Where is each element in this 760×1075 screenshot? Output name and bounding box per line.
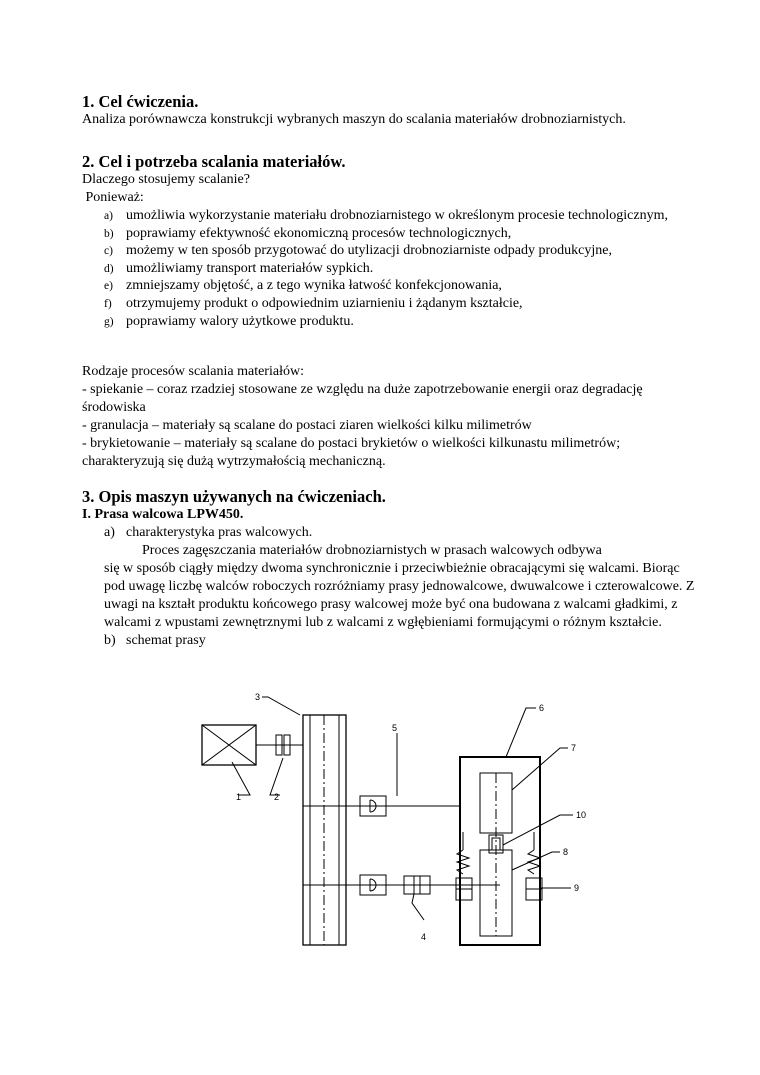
section-1-text: Analiza porównawcza konstrukcji wybranych maszyn do scalania materiałów drobnoziarnistych. [82, 112, 626, 127]
list-item: c) możemy w ten sposób przygotować do utylizacji drobnoziarniste odpady produkcyjne, [104, 243, 612, 259]
list-item: f) otrzymujemy produkt o odpowiednim uziarnieniu i żądanym kształcie, [104, 295, 523, 311]
list-item: b) poprawiamy efektywność ekonomiczną procesów technologicznych, [104, 225, 512, 241]
lower-shaft [346, 875, 500, 895]
label-5: 5 [392, 723, 398, 733]
gear-column [303, 715, 346, 945]
kinds-title: Rodzaje procesów scalania materiałów: [82, 364, 304, 379]
machine-subtitle: I. Prasa walcowa LPW450. [82, 507, 244, 522]
list-item: a) charakterystyka pras walcowych. [104, 525, 313, 540]
section-1-title: 1. Cel ćwiczenia. [82, 92, 199, 111]
label-6: 6 [539, 703, 545, 713]
kind-granulation: - granulacja – materiały są scalane do postaci ziaren wielkości kilku milimetrów [82, 418, 532, 433]
list-item: a) umożliwia wykorzystanie materiału drobnoziarnistego w określonym procesie technologicznym, [104, 208, 668, 223]
list-item: e) zmniejszamy objętość, a z tego wynika łatwość konfekcjonowania, [104, 278, 502, 294]
upper-shaft [346, 796, 460, 816]
kind-sintering: - spiekanie – coraz rzadziej stosowane ze względu na duże zapotrzebowanie energii oraz degradację środowiska [82, 382, 643, 415]
label-2: 2 [274, 792, 280, 802]
coupling-2 [256, 735, 303, 755]
press-description-rest: się w sposób ciągły między dwoma synchronicznie i przeciwbieżnie obracającymi się walcami. Biorąc pod uwagę liczbę walców roboczych rozróżniamy prasy jednowalcowe, dwuwalcowe i czterowalcowe. Z uwagi na kształt produktu końcowego prasy walcowej może być ona budowana z walcami gładkimi, z walcami z wpustami zewnętrznymi lub z walcami z wgłębieniami formującymi o różnym kształcie. [104, 561, 695, 630]
label-3: 3 [255, 692, 261, 702]
label-7: 7 [571, 743, 577, 753]
rolls [480, 773, 512, 936]
press-frame [460, 757, 540, 945]
section-2-because: Ponieważ: [82, 190, 144, 205]
list-item: b) schemat prasy [104, 633, 206, 648]
press-description-line1: Proces zagęszczania materiałów drobnoziarnistych w prasach walcowych odbywa [142, 543, 602, 558]
label-1: 1 [236, 792, 242, 802]
label-9: 9 [574, 883, 580, 893]
section-2-title: 2. Cel i potrzeba scalania materiałów. [82, 152, 346, 171]
label-leaders [232, 697, 573, 920]
label-10: 10 [576, 810, 587, 820]
list-item: d) umożliwiamy transport materiałów sypkich. [104, 260, 374, 276]
diagram-labels [236, 692, 586, 942]
label-8: 8 [563, 847, 569, 857]
list-item: g) poprawiamy walory użytkowe produktu. [104, 313, 354, 329]
kind-briquetting: - brykietowanie – materiały są scalane do postaci brykietów o wielkości kilkunastu milimetrów; charakteryzują się dużą wytrzymałością mechaniczną. [82, 436, 621, 469]
motor-box [202, 725, 256, 765]
label-4: 4 [421, 932, 427, 942]
section-3-title: 3. Opis maszyn używanych na ćwiczeniach. [82, 487, 386, 506]
section-2-question: Dlaczego stosujemy scalanie? [82, 172, 250, 187]
cylinders [456, 878, 542, 900]
